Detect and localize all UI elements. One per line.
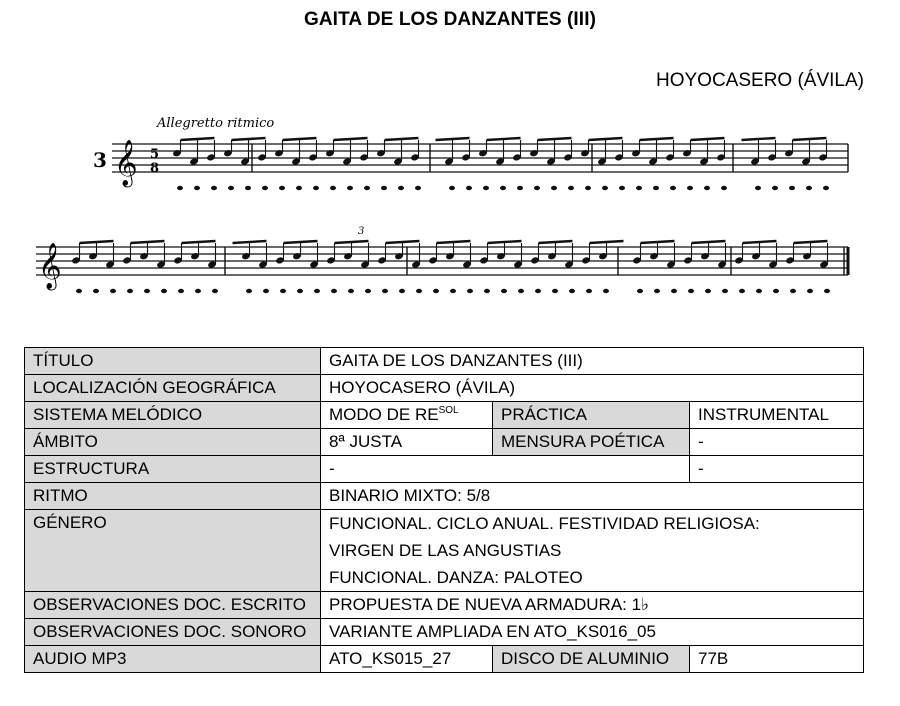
value-mensura-poetica: - xyxy=(690,429,864,456)
lower-note-head xyxy=(483,186,489,190)
lower-note-head xyxy=(348,289,354,293)
metadata-table xyxy=(24,347,864,673)
lower-note-head xyxy=(449,186,455,190)
lower-note-head xyxy=(722,289,728,293)
label-practica: PRÁCTICA xyxy=(493,402,690,429)
value-soporte: 77B xyxy=(690,646,864,673)
lower-note-head xyxy=(399,289,405,293)
label-audio: AUDIO MP3 xyxy=(25,646,321,673)
lower-note-head xyxy=(585,186,591,190)
label-genero: GÉNERO xyxy=(25,510,321,592)
treble-clef: 𝄞 xyxy=(114,140,138,186)
genero-line-3: FUNCIONAL. DANZA: PALOTEO xyxy=(329,568,583,587)
lower-note-head xyxy=(297,289,303,293)
lower-note-head xyxy=(313,186,319,190)
note-beam xyxy=(385,138,419,140)
value-sistema-melodico xyxy=(321,402,493,429)
note-beam xyxy=(80,241,114,243)
sistema-melodico-text: MODO DE RE xyxy=(329,405,439,424)
note-beam xyxy=(538,138,572,140)
label-ritmo: RITMO xyxy=(25,483,321,510)
note-beam xyxy=(182,241,216,243)
note-beam xyxy=(131,241,165,243)
lower-note-head xyxy=(194,186,200,190)
label-titulo: TÍTULO xyxy=(25,348,321,375)
treble-clef: 𝄞 xyxy=(38,243,62,289)
note-beam xyxy=(232,138,266,140)
lower-note-head xyxy=(144,289,150,293)
lower-note-head xyxy=(671,289,677,293)
label-ambito: ÁMBITO xyxy=(25,429,321,456)
label-localizacion: LOCALIZACIÓN GEOGRÁFICA xyxy=(25,375,321,402)
lower-note-head xyxy=(246,289,252,293)
notes xyxy=(71,138,830,293)
note-beam xyxy=(539,241,573,243)
value-localizacion: HOYOCASERO (ÁVILA) xyxy=(321,375,864,402)
value-titulo: GAITA DE LOS DANZANTES (III) xyxy=(321,348,864,375)
table-row xyxy=(25,375,864,402)
lower-note-head xyxy=(807,289,813,293)
value-genero xyxy=(321,510,864,592)
lower-note-head xyxy=(382,289,388,293)
lower-note-head xyxy=(653,186,659,190)
note-beam xyxy=(283,138,317,140)
lower-note-head xyxy=(654,289,660,293)
value-audio: ATO_KS015_27 xyxy=(321,646,493,673)
lower-note-head xyxy=(76,289,82,293)
value-ritmo: BINARIO MIXTO: 5/8 xyxy=(321,483,864,510)
note-beam xyxy=(334,138,368,140)
genero-line-1: FUNCIONAL. CICLO ANUAL. FESTIVIDAD RELIGIOSA: xyxy=(329,514,760,533)
lower-note-head xyxy=(195,289,201,293)
lower-note-head xyxy=(347,186,353,190)
time-signature-bottom: 8 xyxy=(150,161,160,176)
table-row xyxy=(25,483,864,510)
table-row xyxy=(25,510,864,592)
piece-number: 3 xyxy=(93,148,107,172)
lower-note-head xyxy=(586,289,592,293)
note-beam xyxy=(284,241,318,243)
lower-note-head xyxy=(398,186,404,190)
lower-note-head xyxy=(212,289,218,293)
lower-note-head xyxy=(789,186,795,190)
note-beam xyxy=(335,241,369,243)
lower-note-head xyxy=(551,186,557,190)
lower-note-head xyxy=(517,186,523,190)
lower-note-head xyxy=(381,186,387,190)
lower-note-head xyxy=(688,289,694,293)
label-mensura-poetica: MENSURA POÉTICA xyxy=(493,429,690,456)
lower-note-head xyxy=(739,289,745,293)
lower-note-head xyxy=(602,186,608,190)
lower-note-head xyxy=(773,289,779,293)
label-soporte: DISCO DE ALUMINIO xyxy=(493,646,690,673)
lower-note-head xyxy=(705,289,711,293)
note-beam xyxy=(692,241,726,243)
lower-note-head xyxy=(93,289,99,293)
lower-note-head xyxy=(314,289,320,293)
lower-note-head xyxy=(296,186,302,190)
lower-note-head xyxy=(484,289,490,293)
lower-note-head xyxy=(245,186,251,190)
lower-note-head xyxy=(228,186,234,190)
note-beam xyxy=(590,241,624,243)
note-beam xyxy=(640,138,674,140)
lower-note-head xyxy=(619,186,625,190)
lower-note-head xyxy=(755,186,761,190)
note-beam xyxy=(793,138,827,140)
note-beam xyxy=(437,241,471,243)
lower-note-head xyxy=(756,289,762,293)
note-beam xyxy=(181,138,215,140)
table-row xyxy=(25,619,864,646)
lower-note-head xyxy=(824,289,830,293)
label-obs-escrito: OBSERVACIONES DOC. ESCRITO xyxy=(25,592,321,619)
table-row xyxy=(25,402,864,429)
lower-note-head xyxy=(331,289,337,293)
note-beam xyxy=(742,138,776,140)
note-beam xyxy=(386,241,420,243)
table-row xyxy=(25,646,864,673)
sistema-melodico-superscript: SOL xyxy=(438,405,459,416)
lower-note-head xyxy=(704,186,710,190)
note-beam xyxy=(589,138,623,140)
lower-note-head xyxy=(501,289,507,293)
table-row xyxy=(25,456,864,483)
note-beam xyxy=(641,241,675,243)
lower-note-head xyxy=(687,186,693,190)
lower-note-head xyxy=(110,289,116,293)
lower-note-head xyxy=(415,186,421,190)
tempo-marking: Allegretto ritmico xyxy=(157,116,275,131)
label-obs-sonoro: OBSERVACIONES DOC. SONORO xyxy=(25,619,321,646)
lower-note-head xyxy=(721,186,727,190)
lower-note-head xyxy=(262,186,268,190)
lower-note-head xyxy=(670,186,676,190)
location-label: HOYOCASERO (ÁVILA) xyxy=(656,70,864,91)
triplet-mark: 3 xyxy=(358,226,365,237)
value-ambito: 8ª JUSTA xyxy=(321,429,493,456)
value-estructura-2: - xyxy=(690,456,864,483)
lower-note-head xyxy=(177,186,183,190)
lower-note-head xyxy=(330,186,336,190)
time-signature-top: 5 xyxy=(150,147,160,162)
note-beam xyxy=(436,138,470,140)
note-beam xyxy=(487,138,521,140)
lower-note-head xyxy=(466,186,472,190)
note-beam xyxy=(691,138,725,140)
label-estructura: ESTRUCTURA xyxy=(25,456,321,483)
lower-note-head xyxy=(535,289,541,293)
lower-note-head xyxy=(790,289,796,293)
table-row xyxy=(25,429,864,456)
lower-note-head xyxy=(178,289,184,293)
value-estructura: - xyxy=(321,456,690,483)
lower-note-head xyxy=(364,186,370,190)
lower-note-head xyxy=(534,186,540,190)
note-beam xyxy=(743,241,777,243)
lower-note-head xyxy=(467,289,473,293)
value-obs-sonoro: VARIANTE AMPLIADA EN ATO_KS016_05 xyxy=(321,619,864,646)
lower-note-head xyxy=(772,186,778,190)
lower-note-head xyxy=(823,186,829,190)
lower-note-head xyxy=(280,289,286,293)
note-beam xyxy=(233,241,267,243)
value-obs-escrito: PROPUESTA DE NUEVA ARMADURA: 1♭ xyxy=(321,592,864,619)
lower-note-head xyxy=(568,186,574,190)
lower-note-head xyxy=(806,186,812,190)
label-sistema-melodico: SISTEMA MELÓDICO xyxy=(25,402,321,429)
music-score xyxy=(0,100,900,325)
table-row xyxy=(25,348,864,375)
lower-note-head xyxy=(552,289,558,293)
lower-note-head xyxy=(637,289,643,293)
lower-note-head xyxy=(365,289,371,293)
lower-note-head xyxy=(518,289,524,293)
note-beam xyxy=(488,241,522,243)
table-row xyxy=(25,592,864,619)
lower-note-head xyxy=(569,289,575,293)
lower-note-head xyxy=(416,289,422,293)
lower-note-head xyxy=(636,186,642,190)
lower-note-head xyxy=(603,289,609,293)
lower-note-head xyxy=(161,289,167,293)
lower-note-head xyxy=(127,289,133,293)
document-title: GAITA DE LOS DANZANTES (III) xyxy=(303,9,596,30)
lower-note-head xyxy=(500,186,506,190)
note-beam xyxy=(794,241,828,243)
value-practica: INSTRUMENTAL xyxy=(690,402,864,429)
lower-note-head xyxy=(263,289,269,293)
lower-note-head xyxy=(450,289,456,293)
lower-note-head xyxy=(433,289,439,293)
lower-note-head xyxy=(211,186,217,190)
genero-line-2: VIRGEN DE LAS ANGUSTIAS xyxy=(329,541,562,560)
lower-note-head xyxy=(279,186,285,190)
